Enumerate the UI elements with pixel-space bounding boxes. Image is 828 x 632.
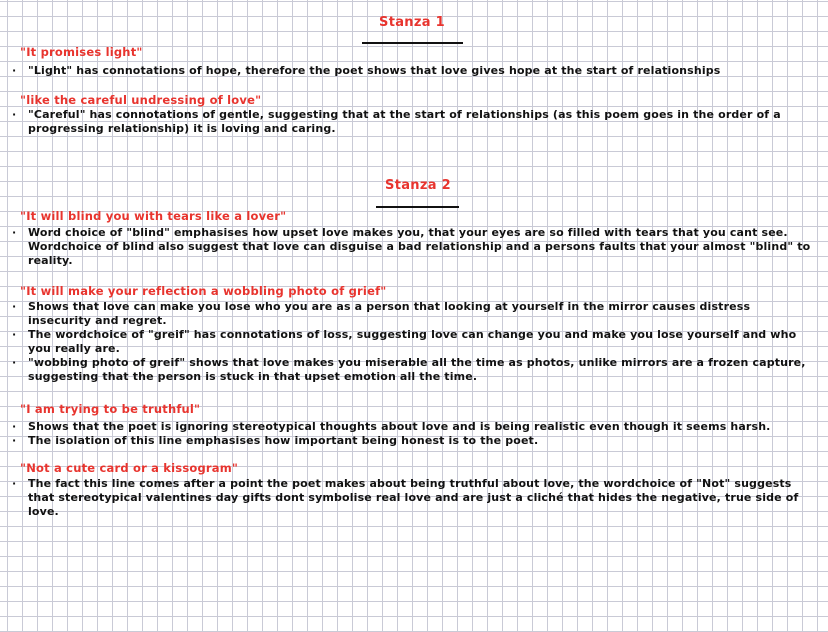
bullet-text: "Careful" has connotations of gentle, suggesting that at the start of relationships (as this poem goes in the order of a progressing relationship) it is loving and caring.: [28, 108, 781, 135]
stanza-1-heading: Stanza 1: [379, 15, 445, 30]
bullet-text: Word choice of "blind" emphasises how upset love makes you, that your eyes are so filled with tears that you cant see. Wordchoice of blind also suggest that love can disguise a bad relationship and a persons faults that your almost "blind" to reality.: [28, 226, 811, 267]
quote-blind-you-with-tears: "It will blind you with tears like a lover": [20, 209, 287, 223]
bullet-point: [12, 108, 812, 136]
bullet-list: [12, 477, 812, 519]
bullet-dot-icon: ·: [12, 434, 17, 447]
bullet-list: [12, 64, 812, 78]
bullet-point: [12, 477, 812, 519]
bullet-text: The isolation of this line emphasises how important being honest is to the poet.: [28, 434, 539, 447]
quote-not-a-cute-card: "Not a cute card or a kissogram": [20, 461, 239, 475]
bullet-dot-icon: ·: [12, 64, 17, 77]
bullet-point: [12, 64, 812, 78]
bullet-point: [12, 300, 812, 328]
quote-wobbling-photo-of-grief: "It will make your reflection a wobbling photo of grief": [20, 284, 387, 298]
quote-careful-undressing: "like the careful undressing of love": [20, 93, 262, 107]
bullet-list: [12, 108, 812, 136]
bullet-dot-icon: ·: [12, 300, 17, 313]
bullet-dot-icon: ·: [12, 328, 17, 341]
bullet-dot-icon: ·: [12, 108, 17, 121]
bullet-text: Shows that love can make you lose who you are as a person that looking at yourself in the mirror causes distress insecurity and regret.: [28, 300, 751, 327]
bullet-dot-icon: ·: [12, 420, 17, 433]
bullet-point: [12, 434, 812, 448]
bullet-point: [12, 226, 812, 268]
bullet-point: [12, 420, 812, 434]
quote-trying-to-be-truthful: "I am trying to be truthful": [20, 402, 201, 416]
bullet-text: Shows that the poet is ignoring stereotypical thoughts about love and is being realistic even though it seems harsh.: [28, 420, 771, 433]
bullet-list: [12, 226, 812, 268]
bullet-text: The wordchoice of "greif" has connotations of loss, suggesting love can change you and make you lose yourself and who you really are.: [28, 328, 797, 355]
bullet-dot-icon: ·: [12, 356, 17, 369]
bullet-text: The fact this line comes after a point the poet makes about being truthful about love, the wordchoice of "Not" suggests that stereotypical valentines day gifts dont symbolise real love and are just a cliché that hides the negative, true side of love.: [28, 477, 799, 518]
quote-it-promises-light: "It promises light": [20, 45, 143, 59]
bullet-point: [12, 356, 812, 384]
stanza-2-heading: Stanza 2: [385, 178, 451, 193]
bullet-text: "wobbing photo of greif" shows that love makes you miserable all the time as photos, unlike mirrors are a frozen capture, suggesting that the person is stuck in that upset emotion all the time.: [28, 356, 806, 383]
bullet-list: [12, 300, 812, 384]
bullet-dot-icon: ·: [12, 226, 17, 239]
bullet-dot-icon: ·: [12, 477, 17, 490]
bullet-list: [12, 420, 812, 448]
bullet-text: "Light" has connotations of hope, therefore the poet shows that love gives hope at the start of relationships: [28, 64, 721, 77]
bullet-point: [12, 328, 812, 356]
stanza-1-underline: [362, 42, 463, 44]
stanza-2-underline: [376, 206, 459, 208]
